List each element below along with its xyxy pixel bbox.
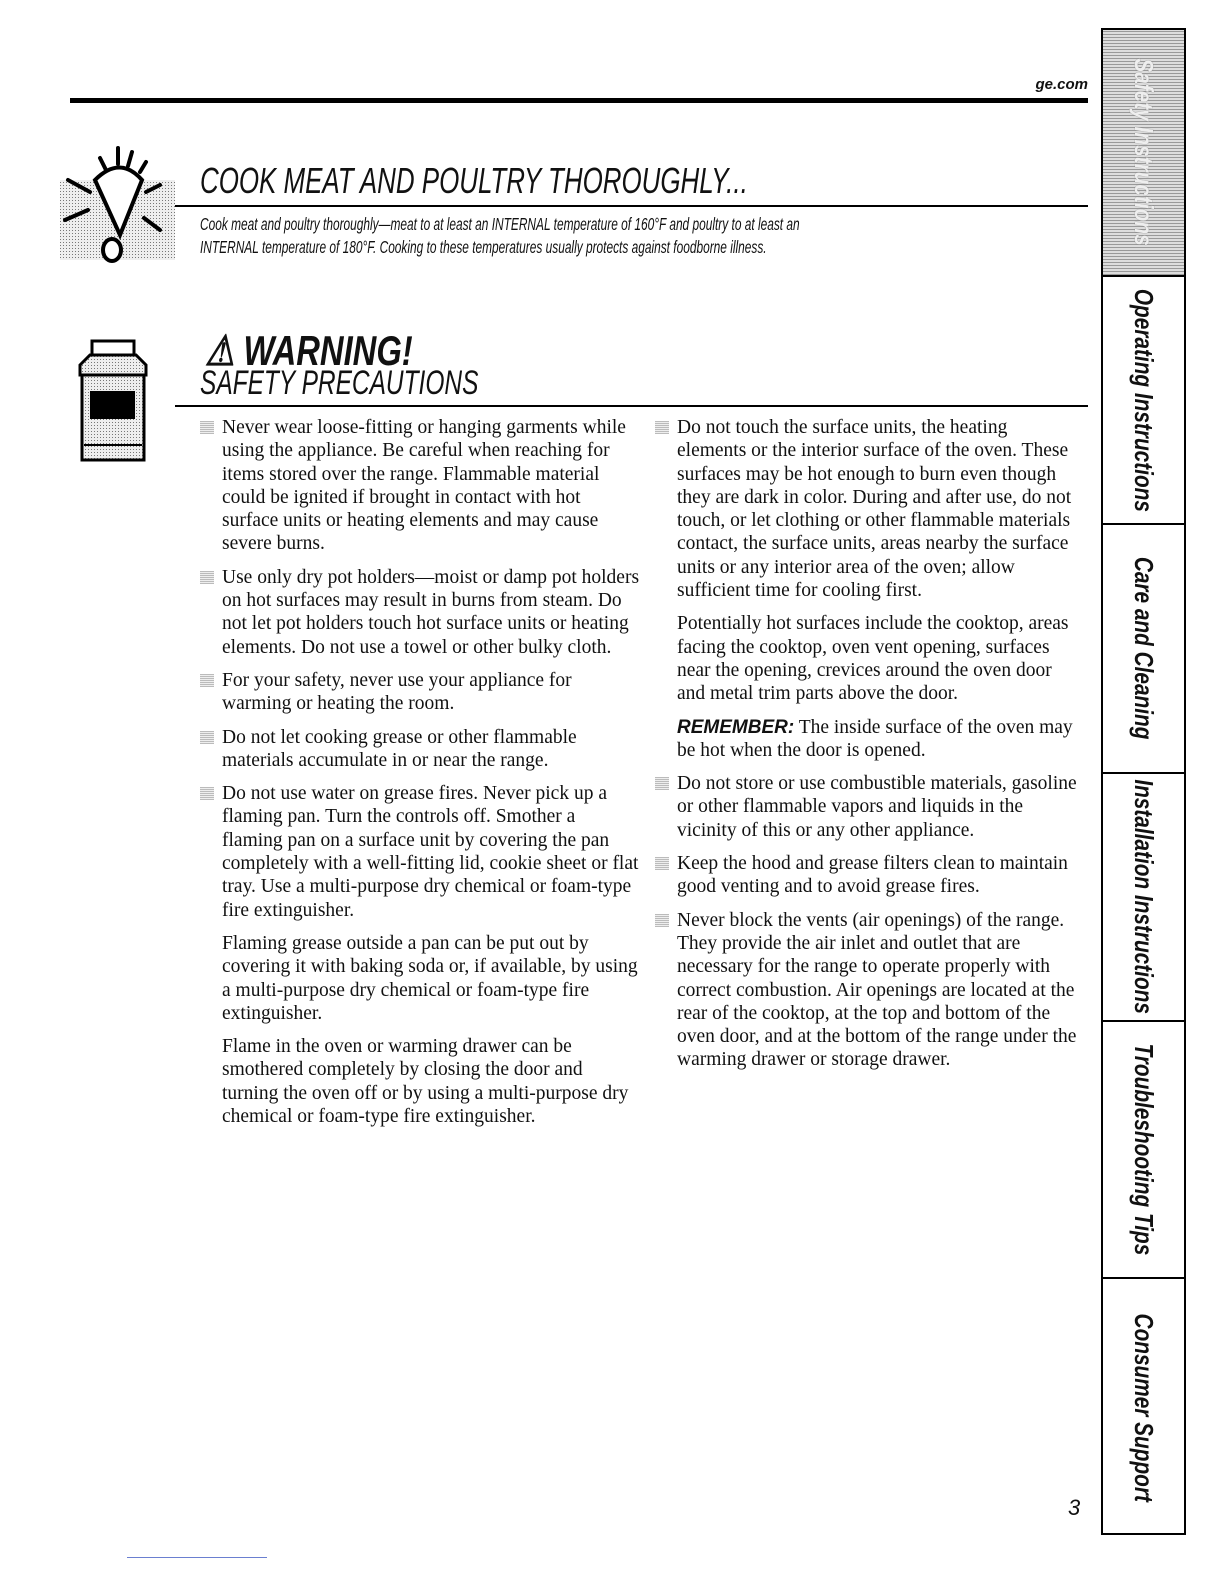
bullet-icon bbox=[655, 421, 669, 434]
bullet-icon bbox=[200, 787, 214, 800]
remember-label: REMEMBER: bbox=[677, 716, 795, 738]
tab-consumer-support[interactable] bbox=[1103, 1279, 1184, 1537]
tab-label: Troubleshooting Tips bbox=[1129, 1043, 1159, 1256]
safety-item-text: Flaming grease outside a pan can be put out by covering it with baking soda or, if available, by using a multi-purpose dry chemical or foam-type fire extinguisher. bbox=[222, 932, 638, 1024]
safety-item-text: Never wear loose-fitting or hanging garments while using the appliance. Be careful when reaching for items stored over the range. Flammable material could be ignited if brought in contact with hot surface units or heating elements and may cause severe burns. bbox=[222, 417, 626, 555]
safety-item-text: The inside surface of the oven may be hot when the door is opened. bbox=[677, 716, 1073, 761]
warning-title: WARNING! bbox=[243, 327, 413, 374]
safety-item bbox=[222, 1035, 640, 1128]
tab-label: Care and Cleaning bbox=[1129, 557, 1159, 740]
food-safety-text bbox=[200, 213, 1082, 259]
bullet-icon bbox=[655, 914, 669, 927]
food-safety-line: INTERNAL temperature of 180°F. Cooking to these temperatures usually protects against foodborne illness. bbox=[200, 237, 767, 257]
right-column bbox=[655, 416, 1080, 1082]
safety-item bbox=[222, 932, 640, 1025]
warning-rule bbox=[175, 405, 1088, 407]
safety-item bbox=[677, 772, 1080, 842]
bullet-icon bbox=[655, 857, 669, 870]
warning-triangle-icon: ⚠ bbox=[205, 327, 235, 374]
safety-item-text: Flame in the oven or warming drawer can be smothered completely by closing the door and turning the oven off or by using a multi-purpose dry chemical or foam-type fire extinguisher. bbox=[222, 1036, 629, 1128]
safety-item-text: Keep the hood and grease filters clean to maintain good venting and to avoid grease fires. bbox=[677, 853, 1068, 898]
site-url: ge.com bbox=[1035, 76, 1088, 93]
safety-item-text: Do not use water on grease fires. Never pick up a flaming pan. Turn the controls off. Smother a flaming pan on a surface unit by covering the pan completely with a well-fitting lid, cookie sheet or flat tray. Use a multi-purpose dry chemical or foam-type fire extinguisher. bbox=[222, 783, 639, 921]
safety-item bbox=[677, 852, 1080, 899]
safety-item bbox=[677, 416, 1080, 602]
tab-label: Safety Instructions bbox=[1129, 58, 1159, 247]
bullet-icon bbox=[200, 731, 214, 744]
safety-item-text: Never block the vents (air openings) of the range. They provide the air inlet and outlet that are necessary for the range to operate properly with correct combustion. Air openings are located at the rear of the cooktop, at the top and bottom of the oven door, and at the bottom of the range under the warming drawer or storage drawer. bbox=[677, 909, 1077, 1071]
bullet-icon bbox=[200, 571, 214, 584]
safety-item-text: Do not touch the surface units, the heating elements or the interior surface of the oven. These surfaces may be hot enough to burn even though they are dark in color. During and after use, do not touch, or let clothing or other flammable materials contact, the surface units, areas nearby the surface units or any interior area of the oven; allow sufficient time for cooling first. bbox=[677, 417, 1072, 602]
safety-item bbox=[677, 716, 1080, 763]
safety-item bbox=[677, 909, 1080, 1072]
section-tabs bbox=[1101, 28, 1186, 1535]
page-number: 3 bbox=[1068, 1495, 1081, 1520]
food-safety-heading-text: COOK MEAT AND POULTRY THOROUGHLY... bbox=[200, 160, 748, 201]
bullet-icon bbox=[200, 421, 214, 434]
tab-label: Consumer Support bbox=[1129, 1313, 1159, 1503]
safety-item-text: Potentially hot surfaces include the cooktop, areas facing the cooktop, oven vent opening, surfaces near the opening, crevices around the oven door and metal trim parts above the door. bbox=[677, 613, 1069, 705]
tab-installation-instructions[interactable] bbox=[1103, 774, 1184, 1022]
safety-precautions-heading bbox=[200, 364, 587, 403]
food-safety-line: Cook meat and poultry thoroughly—meat to at least an INTERNAL temperature of 160°F and poultry to at least an bbox=[200, 214, 800, 234]
safety-item bbox=[222, 726, 640, 773]
safety-item bbox=[222, 782, 640, 922]
safety-item bbox=[677, 612, 1080, 705]
left-column bbox=[200, 416, 640, 1138]
safety-item bbox=[222, 566, 640, 659]
bullet-icon bbox=[200, 674, 214, 687]
range-appliance-icon bbox=[70, 335, 155, 470]
safety-item bbox=[222, 669, 640, 716]
safety-item-text: Use only dry pot holders—moist or damp pot holders on hot surfaces may result in burns from steam. Do not let pot holders touch hot surface units or heating elements. Do not use a towel or other bulky cloth. bbox=[222, 566, 640, 658]
caution-exclamation-icon bbox=[60, 140, 180, 265]
footer-line bbox=[127, 1557, 267, 1558]
tab-troubleshooting-tips[interactable] bbox=[1103, 1022, 1184, 1279]
safety-item-text: For your safety, never use your appliance for warming or heating the room. bbox=[222, 669, 572, 715]
tab-safety-instructions[interactable] bbox=[1103, 30, 1184, 277]
safety-item-text: Do not store or use combustible materials, gasoline or other flammable vapors and liquids in the vicinity of this or any other appliance. bbox=[677, 773, 1077, 841]
header-rule bbox=[70, 98, 1088, 103]
bullet-icon bbox=[655, 777, 669, 790]
tab-label: Operating Instructions bbox=[1129, 288, 1159, 512]
tab-operating-instructions[interactable] bbox=[1103, 277, 1184, 525]
safety-precautions-text: SAFETY PRECAUTIONS bbox=[200, 364, 479, 402]
food-safety-heading bbox=[200, 160, 961, 202]
safety-item-text: Do not let cooking grease or other flammable materials accumulate in or near the range. bbox=[222, 726, 577, 771]
tab-label: Installation Instructions bbox=[1129, 779, 1159, 1015]
tab-care-and-cleaning[interactable] bbox=[1103, 525, 1184, 774]
food-safety-rule bbox=[175, 205, 1088, 207]
safety-item bbox=[222, 416, 640, 556]
